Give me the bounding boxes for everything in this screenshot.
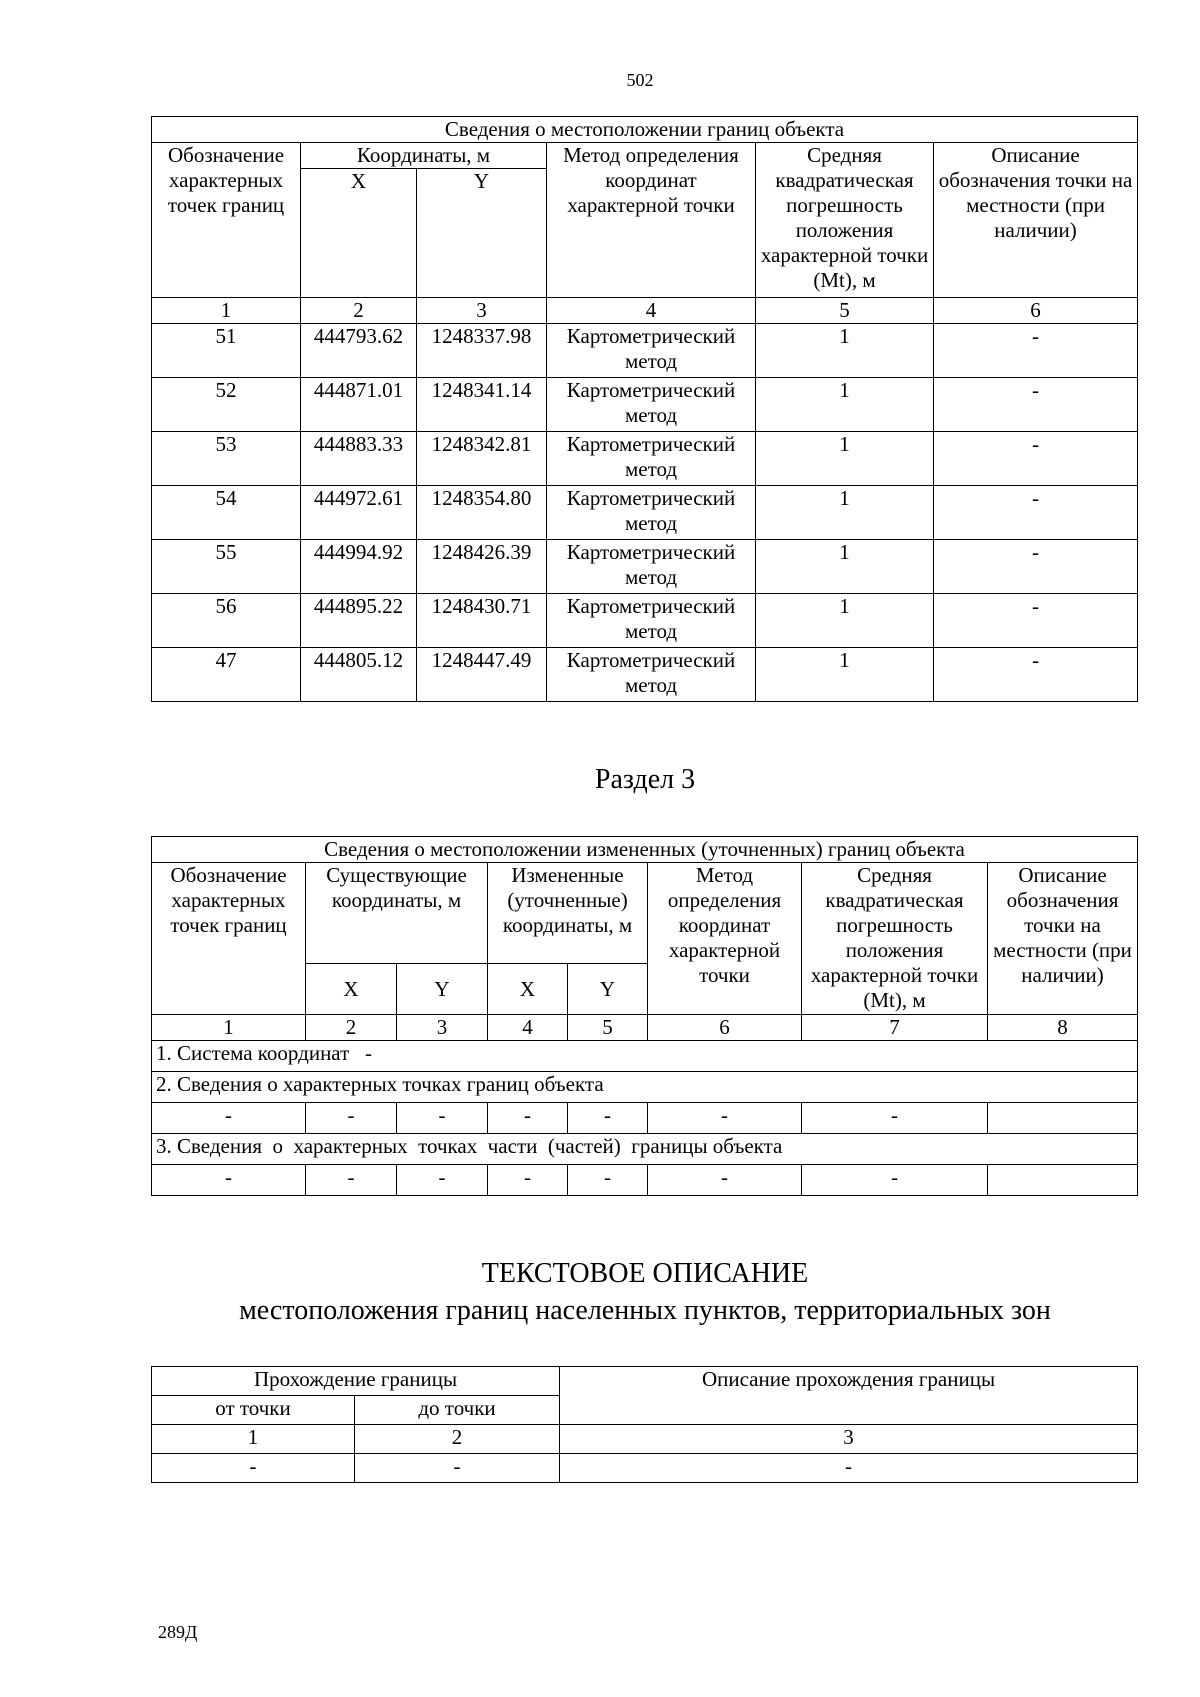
coord-y: 1248426.39 <box>417 540 547 594</box>
cell-dash: - <box>306 1165 397 1196</box>
cell-dash: - <box>355 1454 560 1483</box>
text-description-subheading: местоположения границ населенных пунктов, территориальных зон <box>239 1295 1051 1326</box>
coord-y: 1248430.71 <box>417 594 547 648</box>
header-from-point: от точки <box>152 1396 355 1425</box>
error: 1 <box>756 540 934 594</box>
description: - <box>934 594 1138 648</box>
col-number: 6 <box>648 1015 802 1041</box>
cell-dash: - <box>560 1454 1138 1483</box>
point-id: 51 <box>152 324 301 378</box>
table-title: Сведения о местоположении измененных (уточненных) границ объекта <box>152 837 1138 863</box>
description: - <box>934 432 1138 486</box>
col-number: 2 <box>306 1015 397 1041</box>
point-id: 47 <box>152 648 301 702</box>
cell-dash: - <box>397 1103 488 1134</box>
header-y: Y <box>417 169 547 298</box>
cell-empty <box>988 1165 1138 1196</box>
col-number: 5 <box>568 1015 648 1041</box>
header-x: X <box>301 169 417 298</box>
cell-dash: - <box>397 1165 488 1196</box>
description: - <box>934 378 1138 432</box>
cell-dash: - <box>648 1165 802 1196</box>
col-number: 7 <box>802 1015 988 1041</box>
boundary-location-table <box>151 116 1138 702</box>
header-method: Метод определения координат характерной точки <box>547 143 756 298</box>
table-row <box>152 324 1138 378</box>
point-id: 52 <box>152 378 301 432</box>
cell-dash: - <box>568 1165 648 1196</box>
header-error: Средняя квадратическая погрешность положения характерной точки (Mt), м <box>802 863 988 1015</box>
cell-dash: - <box>568 1103 648 1134</box>
description: - <box>934 324 1138 378</box>
header-existing-coordinates: Существующие координаты, м <box>306 863 488 964</box>
header-method: Метод определения координат характерной точки <box>648 863 802 1015</box>
page-number: 502 <box>626 70 654 90</box>
col-number: 3 <box>560 1425 1138 1454</box>
coord-x: 444793.62 <box>301 324 417 378</box>
boundary-passage-table <box>151 1366 1138 1483</box>
coord-x: 444994.92 <box>301 540 417 594</box>
header-description: Описание обозначения точки на местности (при наличии) <box>988 863 1138 1015</box>
point-id: 53 <box>152 432 301 486</box>
text-description-heading: ТЕКСТОВОЕ ОПИСАНИЕ <box>481 1258 809 1289</box>
coord-y: 1248337.98 <box>417 324 547 378</box>
point-id: 55 <box>152 540 301 594</box>
section-boundary-points: 2. Сведения о характерных точках границ объекта <box>152 1072 1138 1103</box>
col-number: 5 <box>756 298 934 324</box>
header-changed-x: X <box>488 964 568 1015</box>
description: - <box>934 540 1138 594</box>
error: 1 <box>756 594 934 648</box>
method: Картометрический метод <box>547 648 756 702</box>
cell-dash: - <box>802 1165 988 1196</box>
header-description: Описание обозначения точки на местности (при наличии) <box>934 143 1138 298</box>
col-number: 3 <box>397 1015 488 1041</box>
header-existing-x: X <box>306 964 397 1015</box>
table-row <box>152 1103 1138 1134</box>
method: Картометрический метод <box>547 540 756 594</box>
header-changed-y: Y <box>568 964 648 1015</box>
method: Картометрический метод <box>547 324 756 378</box>
header-to-point: до точки <box>355 1396 560 1425</box>
table-row <box>152 648 1138 702</box>
error: 1 <box>756 486 934 540</box>
cell-dash: - <box>488 1103 568 1134</box>
header-designation: Обозначение характерных точек границ <box>152 143 301 298</box>
table-row <box>152 540 1138 594</box>
header-changed-coordinates: Измененные (уточненные) координаты, м <box>488 863 648 964</box>
cell-dash: - <box>306 1103 397 1134</box>
coord-y: 1248341.14 <box>417 378 547 432</box>
error: 1 <box>756 432 934 486</box>
coord-x: 444805.12 <box>301 648 417 702</box>
col-number: 4 <box>547 298 756 324</box>
table-title: Сведения о местоположении границ объекта <box>152 117 1138 143</box>
description: - <box>934 648 1138 702</box>
col-number: 3 <box>417 298 547 324</box>
method: Картометрический метод <box>547 594 756 648</box>
header-coordinates: Координаты, м <box>301 143 547 169</box>
table-row <box>152 1454 1138 1483</box>
coord-y: 1248354.80 <box>417 486 547 540</box>
col-number: 2 <box>301 298 417 324</box>
header-designation: Обозначение характерных точек границ <box>152 863 306 1015</box>
table-row <box>152 486 1138 540</box>
col-number: 8 <box>988 1015 1138 1041</box>
error: 1 <box>756 324 934 378</box>
coord-x: 444883.33 <box>301 432 417 486</box>
method: Картометрический метод <box>547 432 756 486</box>
col-number: 2 <box>355 1425 560 1454</box>
col-number: 4 <box>488 1015 568 1041</box>
table-row <box>152 594 1138 648</box>
cell-dash: - <box>802 1103 988 1134</box>
cell-dash: - <box>648 1103 802 1134</box>
header-passage: Прохождение границы <box>152 1367 560 1396</box>
table-row <box>152 432 1138 486</box>
section-coordinate-system: 1. Система координат - <box>152 1041 1138 1072</box>
cell-dash: - <box>152 1165 306 1196</box>
coord-x: 444871.01 <box>301 378 417 432</box>
cell-empty <box>988 1103 1138 1134</box>
col-number: 1 <box>152 1015 306 1041</box>
header-passage-description: Описание прохождения границы <box>560 1367 1138 1425</box>
point-id: 54 <box>152 486 301 540</box>
cell-dash: - <box>152 1103 306 1134</box>
col-number: 1 <box>152 298 301 324</box>
error: 1 <box>756 378 934 432</box>
error: 1 <box>756 648 934 702</box>
coord-x: 444972.61 <box>301 486 417 540</box>
cell-dash: - <box>488 1165 568 1196</box>
header-existing-y: Y <box>397 964 488 1015</box>
changed-boundary-table <box>151 836 1138 1196</box>
col-number: 6 <box>934 298 1138 324</box>
header-error: Средняя квадратическая погрешность положения характерной точки (Mt), м <box>756 143 934 298</box>
coord-y: 1248447.49 <box>417 648 547 702</box>
cell-dash: - <box>152 1454 355 1483</box>
point-id: 56 <box>152 594 301 648</box>
coord-y: 1248342.81 <box>417 432 547 486</box>
table-row <box>152 1165 1138 1196</box>
document-code: 289Д <box>158 1622 198 1642</box>
section-title: Раздел 3 <box>594 764 696 795</box>
table-row <box>152 378 1138 432</box>
coord-x: 444895.22 <box>301 594 417 648</box>
description: - <box>934 486 1138 540</box>
method: Картометрический метод <box>547 486 756 540</box>
method: Картометрический метод <box>547 378 756 432</box>
col-number: 1 <box>152 1425 355 1454</box>
section-part-boundary-points: 3. Сведения о характерных точках части (частей) границы объекта <box>152 1134 1138 1165</box>
